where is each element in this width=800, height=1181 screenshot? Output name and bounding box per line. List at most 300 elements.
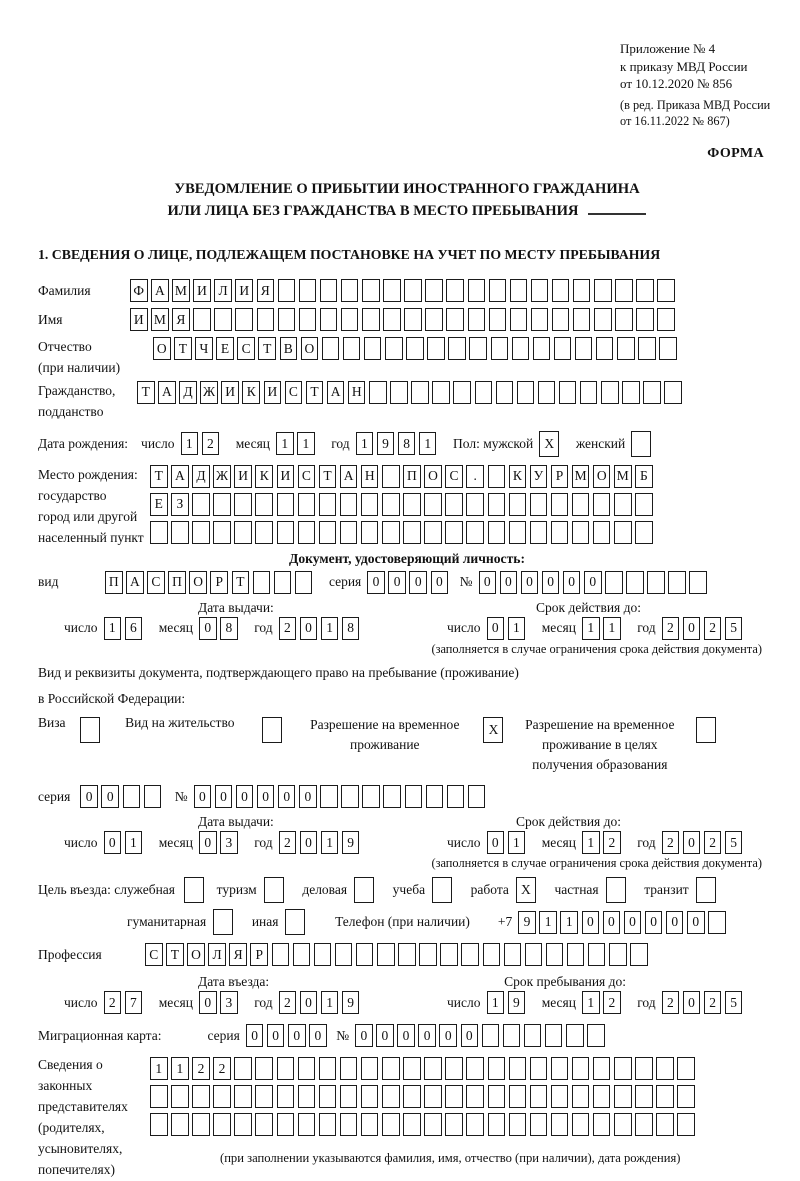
char-box[interactable]: 0 xyxy=(236,785,254,808)
char-box[interactable]: С xyxy=(237,337,255,360)
char-box[interactable]: 1 xyxy=(125,831,143,854)
char-box[interactable] xyxy=(390,381,408,404)
char-box[interactable]: И xyxy=(221,381,239,404)
char-box[interactable] xyxy=(461,943,479,966)
char-box[interactable] xyxy=(531,308,549,331)
char-box[interactable] xyxy=(554,337,572,360)
id-issue-year-input[interactable] xyxy=(279,617,363,640)
birthplace-row1-input[interactable] xyxy=(150,465,656,488)
char-box[interactable]: 0 xyxy=(683,831,701,854)
char-box[interactable] xyxy=(510,308,528,331)
char-box[interactable]: Т xyxy=(150,465,168,488)
char-box[interactable]: 1 xyxy=(171,1057,189,1080)
char-box[interactable]: 2 xyxy=(662,617,680,640)
char-box[interactable] xyxy=(253,571,271,594)
char-box[interactable] xyxy=(614,1113,632,1136)
char-box[interactable]: С xyxy=(285,381,303,404)
char-box[interactable]: Н xyxy=(361,465,379,488)
char-box[interactable]: Е xyxy=(150,493,168,516)
char-box[interactable]: И xyxy=(235,279,253,302)
char-box[interactable] xyxy=(272,943,290,966)
res-issue-month-input[interactable] xyxy=(199,831,241,854)
char-box[interactable]: 0 xyxy=(101,785,119,808)
char-box[interactable] xyxy=(530,1085,548,1108)
char-box[interactable]: 1 xyxy=(297,432,315,455)
guardians-row3-input[interactable] xyxy=(150,1113,698,1136)
char-box[interactable] xyxy=(382,1085,400,1108)
birth-day-input[interactable] xyxy=(181,432,223,455)
res-number-input[interactable] xyxy=(194,785,489,808)
doc-type-input[interactable] xyxy=(105,571,316,594)
char-box[interactable]: 5 xyxy=(725,831,743,854)
char-box[interactable]: Б xyxy=(635,465,653,488)
char-box[interactable] xyxy=(503,1024,521,1047)
char-box[interactable]: 0 xyxy=(487,831,505,854)
char-box[interactable] xyxy=(255,521,273,544)
char-box[interactable] xyxy=(234,1057,252,1080)
char-box[interactable]: 0 xyxy=(355,1024,373,1047)
char-box[interactable]: 0 xyxy=(542,571,560,594)
char-box[interactable]: X xyxy=(539,431,559,457)
char-box[interactable]: Р xyxy=(210,571,228,594)
edu-permit-checkbox[interactable] xyxy=(686,715,720,743)
char-box[interactable] xyxy=(615,279,633,302)
char-box[interactable]: 0 xyxy=(388,571,406,594)
char-box[interactable] xyxy=(299,308,317,331)
char-box[interactable]: 0 xyxy=(431,571,449,594)
char-box[interactable] xyxy=(426,785,444,808)
char-box[interactable] xyxy=(446,279,464,302)
char-box[interactable]: 1 xyxy=(582,991,600,1014)
char-box[interactable] xyxy=(631,431,651,457)
entry-year-input[interactable] xyxy=(279,991,363,1014)
char-box[interactable]: 0 xyxy=(104,831,122,854)
char-box[interactable] xyxy=(664,381,682,404)
char-box[interactable] xyxy=(524,1024,542,1047)
char-box[interactable] xyxy=(657,308,675,331)
res-issue-year-input[interactable] xyxy=(279,831,363,854)
sex-female-checkbox[interactable] xyxy=(631,431,655,457)
char-box[interactable] xyxy=(580,381,598,404)
id-issue-month-input[interactable] xyxy=(199,617,241,640)
char-box[interactable] xyxy=(277,521,295,544)
char-box[interactable] xyxy=(491,337,509,360)
char-box[interactable] xyxy=(677,1057,695,1080)
char-box[interactable] xyxy=(255,493,273,516)
char-box[interactable] xyxy=(278,308,296,331)
char-box[interactable]: 7 xyxy=(125,991,143,1014)
profession-input[interactable] xyxy=(145,943,651,966)
char-box[interactable] xyxy=(192,493,210,516)
char-box[interactable]: 1 xyxy=(603,617,621,640)
char-box[interactable] xyxy=(517,381,535,404)
char-box[interactable] xyxy=(509,1113,527,1136)
char-box[interactable]: А xyxy=(158,381,176,404)
char-box[interactable]: 1 xyxy=(321,831,339,854)
char-box[interactable]: А xyxy=(171,465,189,488)
char-box[interactable] xyxy=(615,308,633,331)
char-box[interactable]: 0 xyxy=(500,571,518,594)
char-box[interactable]: 0 xyxy=(367,571,385,594)
char-box[interactable] xyxy=(504,943,522,966)
char-box[interactable] xyxy=(657,279,675,302)
char-box[interactable]: 1 xyxy=(356,432,374,455)
char-box[interactable]: О xyxy=(189,571,207,594)
char-box[interactable] xyxy=(567,943,585,966)
res-issue-day-input[interactable] xyxy=(104,831,146,854)
char-box[interactable]: Я xyxy=(257,279,275,302)
char-box[interactable] xyxy=(668,571,686,594)
char-box[interactable] xyxy=(468,308,486,331)
birth-year-input[interactable] xyxy=(356,432,440,455)
char-box[interactable] xyxy=(546,943,564,966)
char-box[interactable] xyxy=(552,308,570,331)
char-box[interactable] xyxy=(192,1113,210,1136)
res-valid-year-input[interactable] xyxy=(662,831,746,854)
char-box[interactable]: М xyxy=(151,308,169,331)
char-box[interactable] xyxy=(488,493,506,516)
char-box[interactable] xyxy=(319,1057,337,1080)
char-box[interactable]: О xyxy=(424,465,442,488)
id-valid-month-input[interactable] xyxy=(582,617,624,640)
char-box[interactable]: 6 xyxy=(125,617,143,640)
char-box[interactable] xyxy=(552,279,570,302)
char-box[interactable] xyxy=(596,337,614,360)
char-box[interactable]: Ж xyxy=(213,465,231,488)
char-box[interactable] xyxy=(677,1085,695,1108)
char-box[interactable]: 1 xyxy=(539,911,557,934)
char-box[interactable] xyxy=(320,279,338,302)
char-box[interactable]: О xyxy=(301,337,319,360)
char-box[interactable] xyxy=(277,1113,295,1136)
char-box[interactable] xyxy=(626,571,644,594)
purpose-private-checkbox[interactable] xyxy=(606,877,626,903)
char-box[interactable] xyxy=(538,381,556,404)
char-box[interactable] xyxy=(424,521,442,544)
char-box[interactable] xyxy=(551,493,569,516)
char-box[interactable] xyxy=(551,1085,569,1108)
purpose-study-checkbox[interactable] xyxy=(432,877,452,903)
char-box[interactable]: 2 xyxy=(279,831,297,854)
char-box[interactable] xyxy=(424,1085,442,1108)
char-box[interactable] xyxy=(274,571,292,594)
stay-month-input[interactable] xyxy=(582,991,624,1014)
char-box[interactable]: 0 xyxy=(278,785,296,808)
char-box[interactable]: О xyxy=(593,465,611,488)
char-box[interactable] xyxy=(572,1057,590,1080)
char-box[interactable]: 1 xyxy=(582,831,600,854)
char-box[interactable] xyxy=(343,337,361,360)
char-box[interactable]: Я xyxy=(172,308,190,331)
res-valid-month-input[interactable] xyxy=(582,831,624,854)
char-box[interactable] xyxy=(144,785,162,808)
char-box[interactable]: 3 xyxy=(220,831,238,854)
temp-permit-checkbox[interactable] xyxy=(473,715,507,743)
char-box[interactable]: 1 xyxy=(104,617,122,640)
char-box[interactable] xyxy=(361,493,379,516)
char-box[interactable] xyxy=(340,521,358,544)
char-box[interactable] xyxy=(447,785,465,808)
char-box[interactable] xyxy=(277,1085,295,1108)
char-box[interactable] xyxy=(234,1085,252,1108)
char-box[interactable]: К xyxy=(242,381,260,404)
char-box[interactable]: 1 xyxy=(582,617,600,640)
purpose-tourism-checkbox[interactable] xyxy=(264,877,284,903)
char-box[interactable] xyxy=(383,785,401,808)
char-box[interactable] xyxy=(362,279,380,302)
char-box[interactable] xyxy=(656,1113,674,1136)
char-box[interactable] xyxy=(377,943,395,966)
char-box[interactable] xyxy=(573,308,591,331)
char-box[interactable] xyxy=(123,785,141,808)
purpose-humanitarian-checkbox[interactable] xyxy=(213,909,233,935)
char-box[interactable]: Е xyxy=(216,337,234,360)
char-box[interactable]: 0 xyxy=(288,1024,306,1047)
char-box[interactable] xyxy=(488,1057,506,1080)
char-box[interactable]: 2 xyxy=(704,617,722,640)
char-box[interactable] xyxy=(635,1057,653,1080)
char-box[interactable] xyxy=(234,521,252,544)
char-box[interactable] xyxy=(593,1057,611,1080)
char-box[interactable]: 0 xyxy=(376,1024,394,1047)
char-box[interactable]: 2 xyxy=(704,831,722,854)
char-box[interactable] xyxy=(362,785,380,808)
char-box[interactable] xyxy=(509,493,527,516)
char-box[interactable] xyxy=(184,877,204,903)
char-box[interactable]: 2 xyxy=(279,617,297,640)
char-box[interactable]: Т xyxy=(258,337,276,360)
guardians-row1-input[interactable] xyxy=(150,1057,698,1080)
char-box[interactable] xyxy=(192,521,210,544)
char-box[interactable] xyxy=(530,1057,548,1080)
char-box[interactable]: С xyxy=(298,465,316,488)
guardians-row2-input[interactable] xyxy=(150,1085,698,1108)
char-box[interactable] xyxy=(341,279,359,302)
char-box[interactable]: М xyxy=(572,465,590,488)
char-box[interactable]: 0 xyxy=(683,617,701,640)
char-box[interactable] xyxy=(635,493,653,516)
char-box[interactable] xyxy=(150,1113,168,1136)
char-box[interactable] xyxy=(298,493,316,516)
entry-month-input[interactable] xyxy=(199,991,241,1014)
char-box[interactable] xyxy=(482,1024,500,1047)
char-box[interactable]: И xyxy=(277,465,295,488)
char-box[interactable] xyxy=(593,1085,611,1108)
char-box[interactable] xyxy=(150,521,168,544)
char-box[interactable] xyxy=(708,911,726,934)
char-box[interactable] xyxy=(432,381,450,404)
char-box[interactable]: Н xyxy=(348,381,366,404)
char-box[interactable] xyxy=(335,943,353,966)
char-box[interactable] xyxy=(445,521,463,544)
char-box[interactable] xyxy=(235,308,253,331)
residence-permit-checkbox[interactable] xyxy=(252,715,286,743)
char-box[interactable] xyxy=(411,381,429,404)
char-box[interactable]: С xyxy=(445,465,463,488)
char-box[interactable] xyxy=(593,521,611,544)
char-box[interactable]: 0 xyxy=(582,911,600,934)
char-box[interactable]: К xyxy=(255,465,273,488)
char-box[interactable]: 2 xyxy=(192,1057,210,1080)
char-box[interactable] xyxy=(445,1057,463,1080)
char-box[interactable] xyxy=(424,1057,442,1080)
char-box[interactable] xyxy=(466,1113,484,1136)
char-box[interactable] xyxy=(340,1085,358,1108)
char-box[interactable]: 9 xyxy=(342,991,360,1014)
char-box[interactable]: К xyxy=(509,465,527,488)
char-box[interactable] xyxy=(533,337,551,360)
char-box[interactable] xyxy=(298,1113,316,1136)
char-box[interactable] xyxy=(636,279,654,302)
char-box[interactable] xyxy=(382,521,400,544)
purpose-other-checkbox[interactable] xyxy=(285,909,305,935)
char-box[interactable] xyxy=(510,279,528,302)
char-box[interactable]: 0 xyxy=(563,571,581,594)
id-number-input[interactable] xyxy=(479,571,711,594)
char-box[interactable]: 0 xyxy=(461,1024,479,1047)
char-box[interactable] xyxy=(656,1085,674,1108)
char-box[interactable]: 0 xyxy=(300,831,318,854)
char-box[interactable] xyxy=(319,493,337,516)
char-box[interactable] xyxy=(489,279,507,302)
char-box[interactable] xyxy=(293,943,311,966)
char-box[interactable] xyxy=(469,337,487,360)
char-box[interactable]: 8 xyxy=(342,617,360,640)
id-valid-year-input[interactable] xyxy=(662,617,746,640)
char-box[interactable] xyxy=(635,1113,653,1136)
char-box[interactable] xyxy=(383,308,401,331)
char-box[interactable] xyxy=(488,1085,506,1108)
char-box[interactable]: 2 xyxy=(279,991,297,1014)
mc-number-input[interactable] xyxy=(355,1024,608,1047)
char-box[interactable] xyxy=(383,279,401,302)
stay-day-input[interactable] xyxy=(487,991,529,1014)
char-box[interactable] xyxy=(171,521,189,544)
char-box[interactable] xyxy=(398,943,416,966)
char-box[interactable]: П xyxy=(403,465,421,488)
char-box[interactable] xyxy=(614,493,632,516)
char-box[interactable] xyxy=(593,1113,611,1136)
char-box[interactable]: Я xyxy=(229,943,247,966)
char-box[interactable] xyxy=(483,943,501,966)
char-box[interactable] xyxy=(509,1085,527,1108)
char-box[interactable] xyxy=(617,337,635,360)
char-box[interactable] xyxy=(361,1085,379,1108)
char-box[interactable]: 2 xyxy=(603,831,621,854)
char-box[interactable] xyxy=(622,381,640,404)
char-box[interactable] xyxy=(677,1113,695,1136)
purpose-business-checkbox[interactable] xyxy=(354,877,374,903)
char-box[interactable] xyxy=(298,1085,316,1108)
char-box[interactable] xyxy=(213,521,231,544)
char-box[interactable]: 1 xyxy=(487,991,505,1014)
char-box[interactable]: И xyxy=(193,279,211,302)
purpose-official-checkbox[interactable] xyxy=(184,877,208,903)
birthplace-row2-input[interactable] xyxy=(150,493,656,516)
char-box[interactable] xyxy=(638,337,656,360)
char-box[interactable] xyxy=(419,943,437,966)
char-box[interactable]: 1 xyxy=(276,432,294,455)
char-box[interactable] xyxy=(403,1113,421,1136)
char-box[interactable]: 0 xyxy=(603,911,621,934)
char-box[interactable] xyxy=(295,571,313,594)
char-box[interactable]: И xyxy=(234,465,252,488)
char-box[interactable] xyxy=(382,493,400,516)
char-box[interactable]: А xyxy=(327,381,345,404)
char-box[interactable] xyxy=(530,1113,548,1136)
char-box[interactable]: 0 xyxy=(479,571,497,594)
char-box[interactable]: 0 xyxy=(267,1024,285,1047)
char-box[interactable] xyxy=(320,785,338,808)
char-box[interactable] xyxy=(575,337,593,360)
char-box[interactable] xyxy=(445,1113,463,1136)
char-box[interactable]: С xyxy=(147,571,165,594)
char-box[interactable] xyxy=(277,493,295,516)
visa-checkbox[interactable] xyxy=(70,715,104,743)
char-box[interactable] xyxy=(361,521,379,544)
char-box[interactable] xyxy=(299,279,317,302)
char-box[interactable] xyxy=(489,308,507,331)
char-box[interactable] xyxy=(361,1113,379,1136)
char-box[interactable]: 0 xyxy=(666,911,684,934)
char-box[interactable]: 1 xyxy=(150,1057,168,1080)
char-box[interactable]: О xyxy=(187,943,205,966)
char-box[interactable] xyxy=(696,717,716,743)
char-box[interactable] xyxy=(382,1113,400,1136)
char-box[interactable] xyxy=(213,493,231,516)
char-box[interactable]: З xyxy=(171,493,189,516)
char-box[interactable]: У xyxy=(530,465,548,488)
char-box[interactable]: А xyxy=(340,465,358,488)
char-box[interactable] xyxy=(601,381,619,404)
char-box[interactable] xyxy=(475,381,493,404)
char-box[interactable] xyxy=(320,308,338,331)
char-box[interactable] xyxy=(356,943,374,966)
char-box[interactable] xyxy=(341,785,359,808)
char-box[interactable]: 0 xyxy=(624,911,642,934)
char-box[interactable]: М xyxy=(614,465,632,488)
char-box[interactable]: 0 xyxy=(683,991,701,1014)
char-box[interactable] xyxy=(635,1085,653,1108)
id-valid-day-input[interactable] xyxy=(487,617,529,640)
char-box[interactable] xyxy=(171,1113,189,1136)
char-box[interactable]: 9 xyxy=(508,991,526,1014)
char-box[interactable] xyxy=(340,1113,358,1136)
char-box[interactable] xyxy=(192,1085,210,1108)
char-box[interactable]: X xyxy=(483,717,503,743)
char-box[interactable] xyxy=(636,308,654,331)
char-box[interactable]: 0 xyxy=(199,991,217,1014)
char-box[interactable]: 0 xyxy=(199,831,217,854)
char-box[interactable]: 0 xyxy=(80,785,98,808)
char-box[interactable] xyxy=(440,943,458,966)
char-box[interactable] xyxy=(319,521,337,544)
char-box[interactable] xyxy=(466,493,484,516)
sex-male-checkbox[interactable] xyxy=(539,431,563,457)
char-box[interactable] xyxy=(298,1057,316,1080)
char-box[interactable] xyxy=(341,308,359,331)
char-box[interactable]: 5 xyxy=(725,617,743,640)
char-box[interactable] xyxy=(466,521,484,544)
char-box[interactable] xyxy=(403,1085,421,1108)
char-box[interactable]: Т xyxy=(232,571,250,594)
char-box[interactable] xyxy=(403,493,421,516)
char-box[interactable]: 2 xyxy=(213,1057,231,1080)
char-box[interactable] xyxy=(382,1057,400,1080)
char-box[interactable] xyxy=(314,943,332,966)
char-box[interactable]: 0 xyxy=(397,1024,415,1047)
char-box[interactable] xyxy=(340,493,358,516)
